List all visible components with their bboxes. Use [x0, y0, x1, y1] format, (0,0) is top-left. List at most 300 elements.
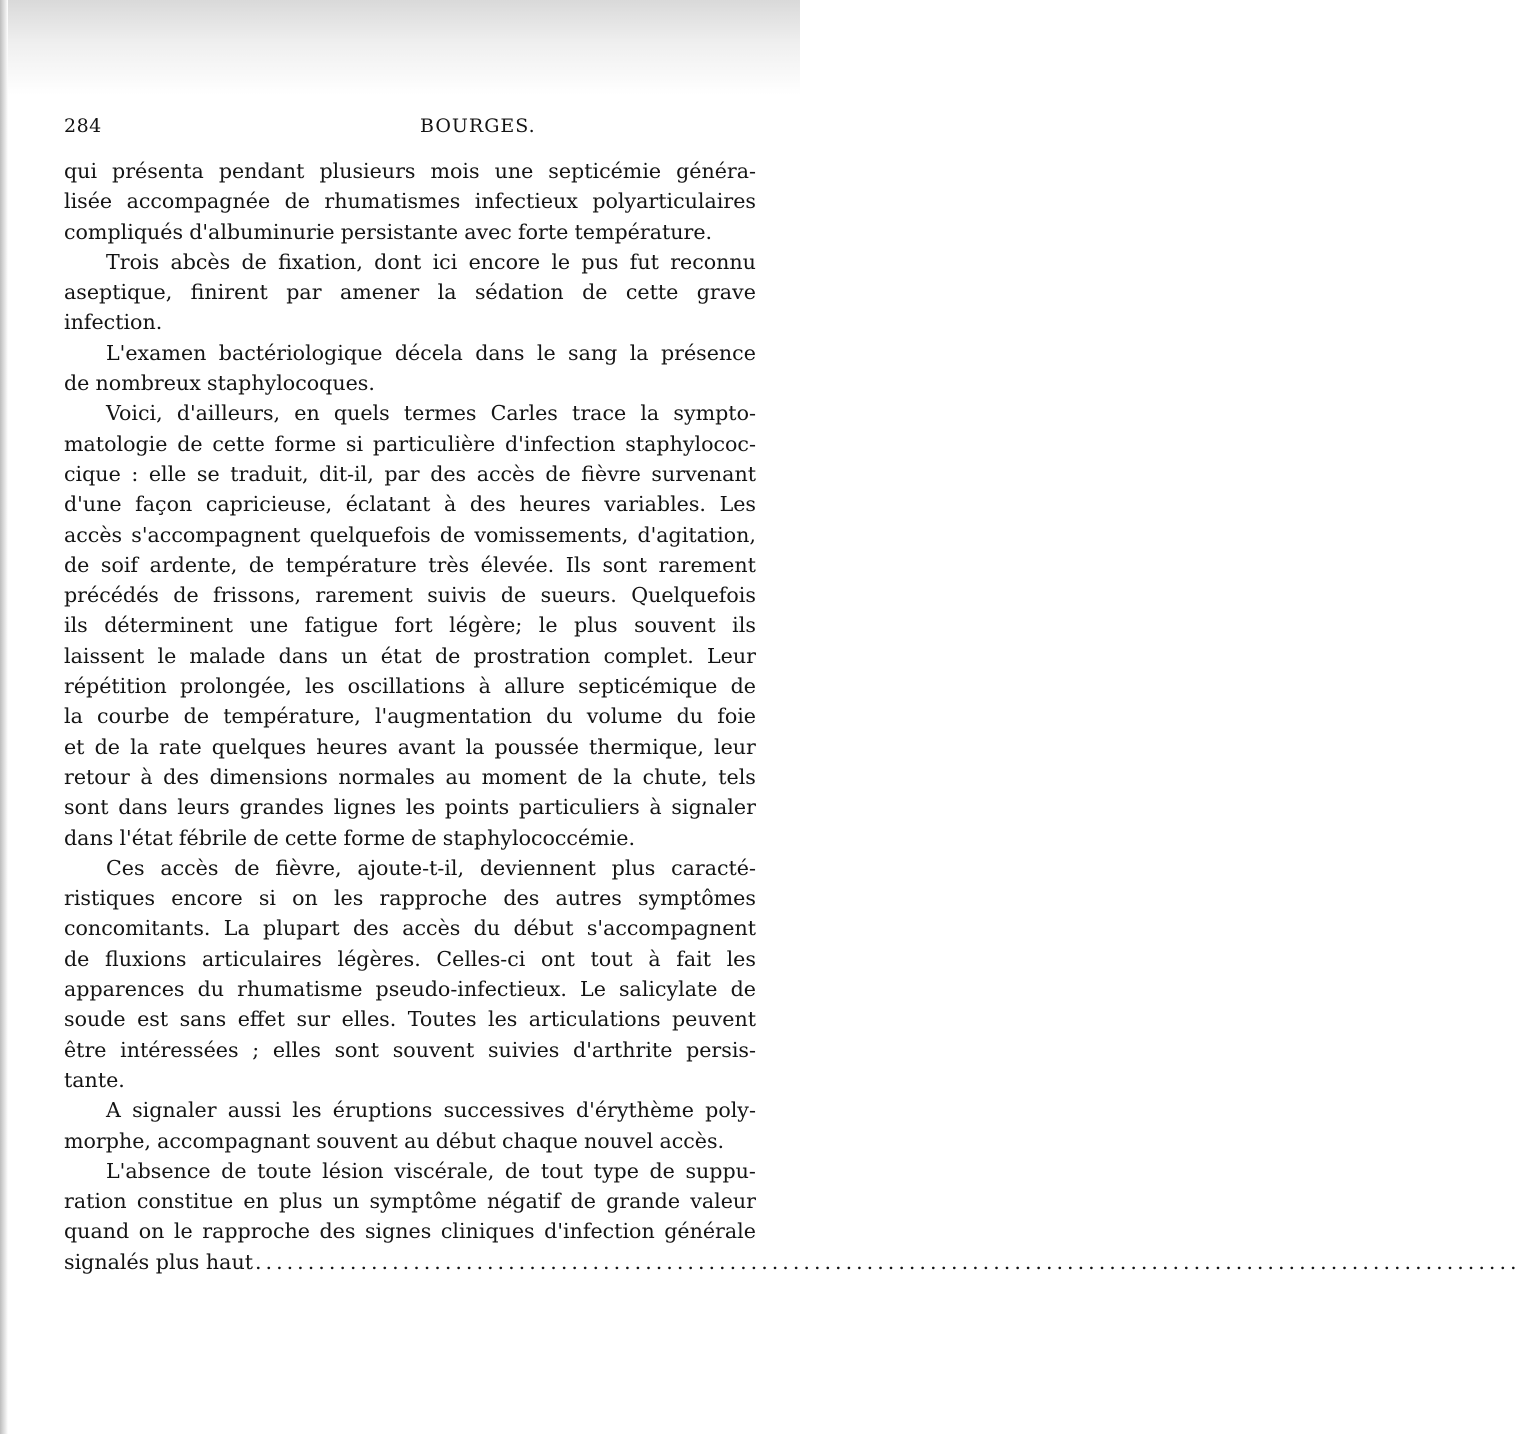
word: souvent: [316, 1128, 398, 1153]
text-line: [64, 398, 756, 428]
word: chute,: [642, 764, 708, 789]
word: infectieux: [474, 189, 578, 214]
word: fièvre: [581, 461, 641, 486]
word: signaler: [671, 795, 756, 820]
word: on: [138, 1219, 165, 1244]
word: vomissements,: [474, 522, 629, 547]
word: rhumatisme: [237, 977, 363, 1002]
word: souvent: [392, 1037, 475, 1062]
word: pendant: [218, 159, 305, 183]
word: heures: [316, 734, 388, 759]
word: début: [435, 1128, 496, 1153]
word: en: [243, 1189, 269, 1214]
text-line: [64, 277, 756, 307]
word: effet: [237, 1007, 285, 1032]
text-line: [64, 520, 756, 550]
word: plus: [574, 613, 618, 638]
word: pus: [581, 249, 619, 274]
word: de: [434, 643, 461, 668]
word: symptôme: [369, 1189, 477, 1214]
text-line: [64, 944, 756, 974]
word: de: [177, 431, 203, 456]
text-line: [64, 1126, 756, 1156]
word: répétition: [64, 674, 167, 699]
text-line: [64, 247, 756, 277]
word: la: [64, 704, 83, 729]
word: septicémie: [548, 159, 662, 183]
word: la: [613, 764, 633, 789]
word: les: [405, 795, 436, 820]
text-line: [64, 732, 756, 762]
word: la: [465, 734, 485, 759]
word: température.: [574, 219, 713, 244]
word: sans: [179, 1007, 227, 1032]
word: les: [488, 1007, 518, 1032]
word: accès: [476, 461, 535, 486]
word: de: [411, 825, 437, 850]
word: Le: [580, 977, 606, 1002]
page-left-edge: [0, 0, 8, 1434]
word: dans: [475, 340, 525, 365]
word: à: [443, 492, 457, 517]
word: fluxions: [104, 946, 187, 971]
word: constitue: [136, 1189, 234, 1214]
word: rapproche: [379, 886, 488, 911]
word: trace: [572, 401, 627, 426]
word: symptômes: [638, 886, 756, 911]
word: sueurs.: [540, 583, 617, 608]
text-line: [64, 641, 756, 671]
running-title: BOURGES.: [420, 115, 536, 137]
word: lignes: [333, 795, 397, 820]
word: fort: [394, 613, 433, 638]
word: d'érythème: [575, 1098, 694, 1123]
word: suivies: [487, 1037, 560, 1062]
word: des: [469, 492, 506, 517]
word: de: [730, 977, 756, 1002]
word: lésion: [322, 1158, 384, 1183]
page-header: [64, 115, 756, 139]
word: normales: [338, 764, 435, 789]
text-line: [64, 338, 756, 368]
word: de: [241, 249, 267, 274]
text-line: [64, 1156, 756, 1186]
word: forme: [274, 431, 337, 456]
word: suppu-: [685, 1158, 756, 1183]
word: capricieuse,: [205, 492, 333, 517]
word: au: [445, 764, 472, 789]
word: dans: [64, 825, 114, 850]
word: Trois: [106, 249, 160, 274]
word: de: [183, 704, 210, 729]
word: de: [94, 734, 120, 759]
text-line: [64, 1004, 756, 1034]
word: accès: [64, 522, 123, 547]
word: autres: [555, 886, 622, 911]
word: les: [726, 946, 756, 971]
word: fatigue: [304, 613, 379, 638]
text-line: [64, 550, 756, 580]
word: peuvent: [672, 1007, 756, 1032]
text-line: [64, 610, 756, 640]
word: courbe: [97, 704, 170, 729]
word: sont: [334, 1037, 380, 1062]
word: de: [64, 946, 90, 971]
word: foie: [717, 704, 756, 729]
word: de: [234, 855, 260, 880]
word: avec: [464, 219, 512, 244]
word: plus: [611, 855, 656, 880]
word: poussée: [494, 734, 579, 759]
word: accompagnant: [157, 1128, 311, 1153]
word: accès: [402, 916, 461, 941]
word: allure: [504, 674, 565, 699]
word: les: [305, 674, 335, 699]
word: staphylococcémie.: [442, 825, 636, 850]
word: un: [341, 643, 368, 668]
word: plusieurs: [319, 159, 416, 183]
word: de: [500, 583, 527, 608]
word: Ces: [106, 855, 145, 880]
word: le: [173, 1219, 193, 1244]
word: sur: [296, 1007, 331, 1032]
word: si: [345, 431, 364, 456]
word: fébrile: [178, 825, 248, 850]
word: de: [545, 461, 571, 486]
word: staphylocoques.: [207, 371, 375, 396]
word: ardente,: [149, 552, 238, 577]
word: rapproche: [202, 1219, 310, 1244]
word: tout: [540, 1158, 584, 1183]
word: encore: [468, 249, 541, 274]
word: la: [130, 734, 149, 759]
word: sympto-: [673, 401, 756, 426]
word: aussi: [227, 1098, 282, 1123]
word: malade: [189, 643, 266, 668]
word: Carles: [490, 401, 558, 426]
word: et: [64, 734, 85, 759]
word: de: [248, 552, 275, 577]
leader-line-text: signalés plus haut: [64, 1249, 253, 1274]
word: est: [137, 1007, 169, 1032]
word: thermique,: [589, 734, 704, 759]
leader-line: [64, 1247, 1521, 1277]
word: amener: [339, 280, 420, 305]
word: à: [140, 764, 153, 789]
word: du: [676, 704, 704, 729]
word: La: [223, 916, 250, 941]
word: négatif: [486, 1189, 561, 1214]
word: abcès: [170, 249, 231, 274]
word: ont: [540, 946, 575, 971]
page-top-shading: [0, 0, 800, 95]
word: température: [285, 552, 417, 577]
word: quelquefois: [309, 522, 431, 547]
word: de: [284, 189, 310, 214]
word: fut: [629, 249, 659, 274]
word: Celles-ci: [436, 946, 526, 971]
word: très: [428, 552, 470, 577]
word: ration: [64, 1189, 127, 1214]
word: par: [384, 461, 420, 486]
word: cette: [212, 431, 265, 456]
text-line: [64, 368, 756, 398]
word: du: [546, 704, 573, 729]
word: staphylococ-: [625, 431, 756, 456]
word: dans: [118, 795, 168, 820]
word: compliqués: [64, 219, 184, 244]
word: signes: [364, 1219, 432, 1244]
word: rate: [159, 734, 202, 759]
word: ;: [252, 1037, 260, 1062]
word: leur: [714, 734, 756, 759]
word: un: [332, 1189, 360, 1214]
text-line: [64, 1065, 756, 1095]
word: ils: [64, 613, 88, 638]
text-line: [64, 823, 756, 853]
word: la: [437, 280, 457, 305]
word: particulière: [372, 431, 496, 456]
word: une: [249, 613, 289, 638]
word: de: [64, 552, 90, 577]
word: Voici,: [106, 401, 163, 426]
text-line: [64, 459, 756, 489]
word: de: [504, 1158, 531, 1183]
word: la: [629, 340, 649, 365]
word: nouvel: [583, 1128, 654, 1153]
word: légères.: [337, 946, 421, 971]
word: tante.: [64, 1067, 125, 1092]
word: du: [473, 916, 501, 941]
word: :: [131, 461, 139, 486]
word: de: [221, 1158, 247, 1183]
word: persistante: [340, 219, 459, 244]
word: deviennent: [479, 855, 596, 880]
word: présenta: [112, 159, 204, 183]
text-line: [64, 429, 756, 459]
word: laissent: [64, 643, 145, 668]
word: reconnu: [670, 249, 756, 274]
text-line: [64, 1035, 756, 1065]
word: si: [258, 886, 276, 911]
word: A: [106, 1098, 121, 1123]
word: soude: [64, 1007, 126, 1032]
word: traduit,: [230, 461, 309, 486]
text-line: [64, 580, 756, 610]
text-line: [64, 186, 756, 216]
text-line: [64, 1095, 756, 1125]
word: dans: [278, 643, 328, 668]
text-line: [64, 701, 756, 731]
word: d'agitation,: [637, 522, 756, 547]
word: forte: [518, 219, 569, 244]
word: tels: [718, 764, 756, 789]
word: décela: [394, 340, 463, 365]
word: moment: [481, 764, 567, 789]
word: quand: [64, 1219, 130, 1244]
word: le: [536, 340, 556, 365]
word: morphe,: [64, 1128, 151, 1153]
word: par: [286, 280, 322, 305]
word: soif: [100, 552, 139, 577]
word: le: [157, 643, 177, 668]
word: se: [196, 461, 220, 486]
word: être: [64, 1037, 107, 1062]
word: plus: [278, 1189, 323, 1214]
word: d'une: [64, 492, 122, 517]
page-number: 284: [64, 115, 102, 137]
word: L'examen: [106, 340, 207, 365]
word: encore: [171, 886, 243, 911]
word: le: [551, 249, 571, 274]
word: du: [197, 977, 225, 1002]
text-line: [64, 913, 756, 943]
word: façon: [135, 492, 193, 517]
word: Leur: [706, 643, 756, 668]
word: la: [640, 401, 660, 426]
text-line: [64, 489, 756, 519]
word: sont: [64, 795, 109, 820]
word: de: [577, 764, 603, 789]
word: toute: [257, 1158, 312, 1183]
word: volume: [586, 704, 663, 729]
word: signaler: [132, 1098, 217, 1123]
word: cette: [284, 825, 338, 850]
word: état: [380, 643, 422, 668]
word: viscérale,: [394, 1158, 495, 1183]
word: articulations: [528, 1007, 661, 1032]
word: de: [439, 522, 466, 547]
word: souvent: [634, 613, 716, 638]
word: des: [503, 886, 540, 911]
word: cliniques: [440, 1219, 535, 1244]
word: cique: [64, 461, 121, 486]
word: ils: [732, 613, 756, 638]
text-line: [64, 1216, 756, 1246]
word: d'ailleurs,: [176, 401, 281, 426]
word: générale: [664, 1219, 756, 1244]
word: Les: [719, 492, 756, 517]
word: avant: [397, 734, 456, 759]
word: le: [538, 613, 558, 638]
word: elles: [272, 1037, 321, 1062]
word: élevée.: [480, 552, 555, 577]
word: une: [494, 159, 534, 183]
word: bactériologique: [218, 340, 383, 365]
word: de: [253, 825, 279, 850]
text-line: [64, 1186, 756, 1216]
word: polyarticulaires: [592, 189, 756, 214]
word: les: [292, 1098, 322, 1123]
word: dimensions: [209, 764, 328, 789]
word: de: [173, 583, 199, 608]
word: s'accompagnent: [131, 522, 301, 547]
word: elles.: [341, 1007, 397, 1032]
text-line: [64, 217, 756, 247]
word: des: [352, 916, 389, 941]
word: qui: [64, 159, 98, 183]
word: des: [163, 764, 200, 789]
body-text: [64, 156, 1521, 1277]
word: apparences: [64, 977, 185, 1002]
word: de: [570, 1189, 596, 1214]
word: grave: [696, 280, 756, 305]
text-line: [64, 974, 756, 1004]
word: en: [294, 401, 320, 426]
word: concomitants.: [64, 916, 211, 941]
word: retour: [64, 764, 130, 789]
word: heures: [519, 492, 591, 517]
word: généra-: [676, 159, 756, 183]
word: grande: [606, 1189, 681, 1214]
word: accès: [160, 855, 219, 880]
word: matologie: [64, 431, 168, 456]
word: nombreux: [95, 371, 201, 396]
word: termes: [403, 401, 477, 426]
word: poly-: [705, 1098, 756, 1123]
word: particuliers: [518, 795, 640, 820]
word: éruptions: [332, 1098, 433, 1123]
word: d'arthrite: [573, 1037, 673, 1062]
word: finirent: [190, 280, 268, 305]
text-line: [64, 792, 756, 822]
word: quelques: [211, 734, 307, 759]
word: rarement: [658, 552, 756, 577]
word: d'infection: [504, 431, 616, 456]
word: fixation,: [278, 249, 363, 274]
word: à: [478, 674, 491, 699]
word: déterminent: [104, 613, 234, 638]
word: sont: [602, 552, 647, 577]
word: Quelquefois: [631, 583, 756, 608]
dot-leader: ........................................................................................................................: [255, 1249, 1521, 1274]
word: type: [593, 1158, 639, 1183]
word: de: [582, 280, 608, 305]
word: grandes: [239, 795, 324, 820]
word: on: [292, 886, 318, 911]
word: rhumatismes: [324, 189, 461, 214]
word: oscillations: [347, 674, 466, 699]
word: salicylate: [618, 977, 718, 1002]
word: de: [64, 371, 90, 396]
word: intéressées: [120, 1037, 239, 1062]
word: fait: [676, 946, 711, 971]
text-line: [64, 156, 756, 186]
word: des: [319, 1219, 356, 1244]
word: des: [430, 461, 467, 486]
word: forme: [343, 825, 406, 850]
word: Ils: [565, 552, 591, 577]
word: ristiques: [64, 886, 156, 911]
word: présence: [660, 340, 756, 365]
word: prolongée,: [180, 674, 292, 699]
word: caracté-: [671, 855, 756, 880]
word: à: [648, 946, 661, 971]
word: pseudo-infectieux.: [375, 977, 567, 1002]
word: rarement: [315, 583, 413, 608]
word: Toutes: [407, 1007, 477, 1032]
word: cette: [625, 280, 679, 305]
word: début: [513, 916, 574, 941]
word: successives: [443, 1098, 565, 1123]
word: variables.: [604, 492, 706, 517]
word: au: [404, 1128, 430, 1153]
word: ajoute-t-il,: [357, 855, 465, 880]
word: infection.: [64, 310, 163, 335]
word: articulaires: [202, 946, 322, 971]
text-line: [64, 883, 756, 913]
word: suivis: [427, 583, 487, 608]
